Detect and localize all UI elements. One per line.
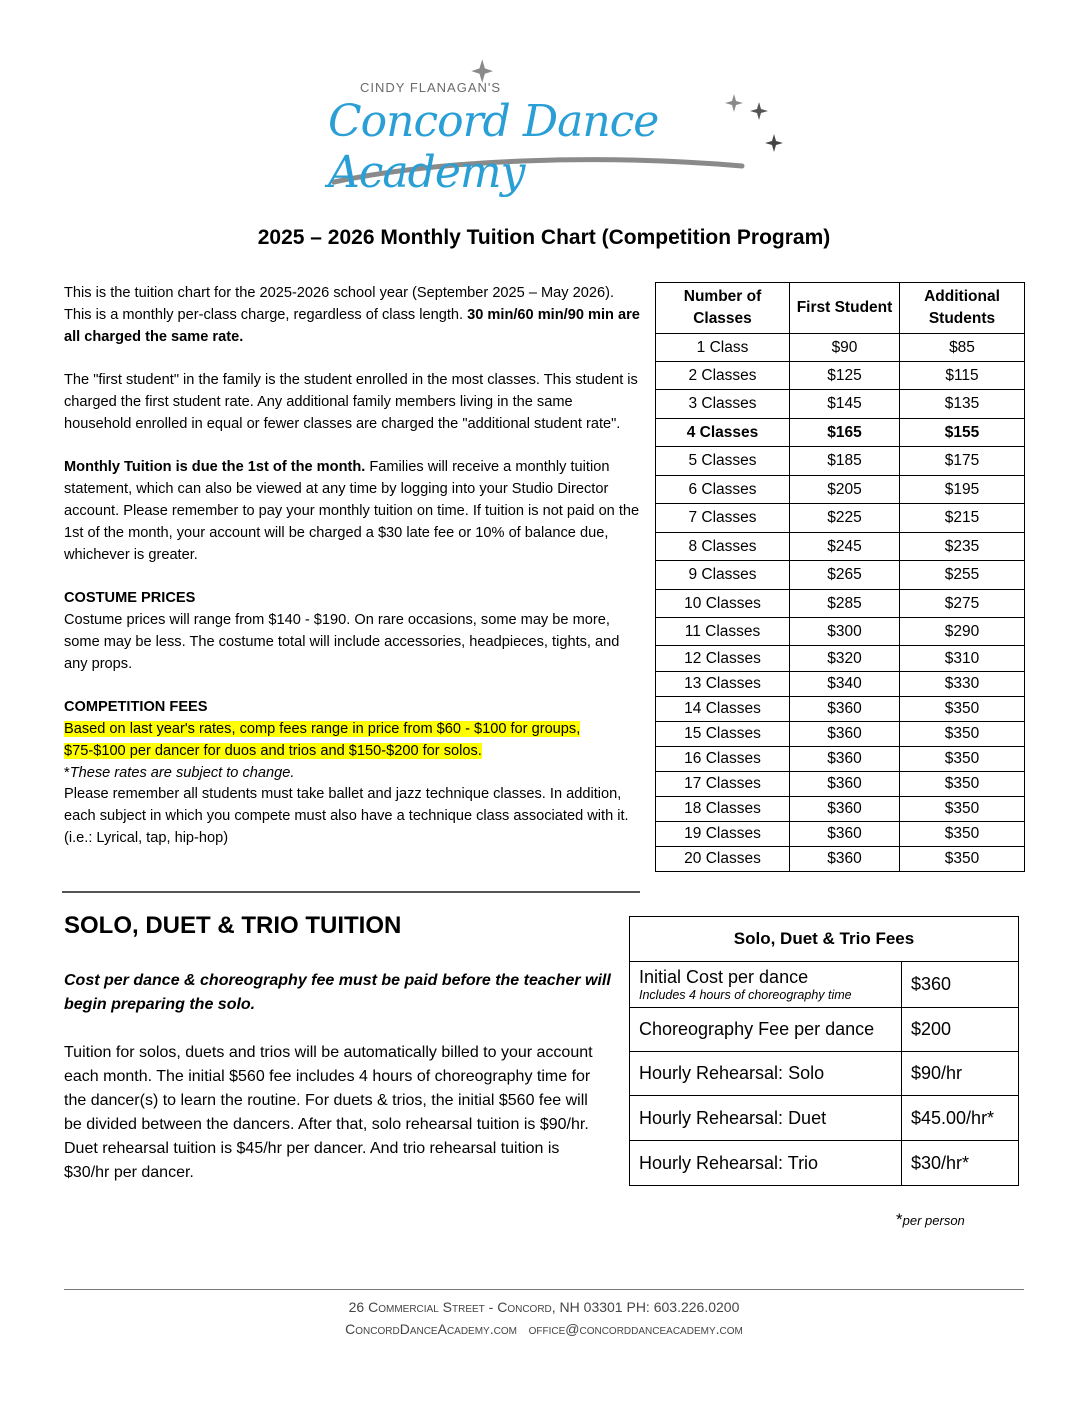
fee-row — [630, 1141, 1019, 1186]
tuition-row — [656, 447, 1025, 476]
cell-classes: 4 Classes — [656, 419, 790, 447]
intro-paragraph-1 — [64, 283, 642, 348]
cell-additional-students: $330 — [900, 672, 1025, 697]
cell-classes: 2 Classes — [656, 362, 790, 390]
cell-classes: 6 Classes — [656, 476, 790, 504]
fee-sublabel: Includes 4 hours of choreography time — [639, 987, 852, 1002]
cell-classes: 20 Classes — [656, 847, 790, 872]
cell-classes: 15 Classes — [656, 722, 790, 747]
intro-paragraph-2: The "first student" in the family is the student enrolled in the most classes. This student is charged the first student rate. Any additional family members living in the same household enrolled in equal or fewer classes are charged the "additional student rate". — [64, 372, 638, 432]
cell-first-student: $205 — [790, 476, 900, 504]
cell-first-student: $360 — [790, 747, 900, 772]
intro-text-column — [64, 283, 642, 872]
fee-label-cell — [630, 1141, 902, 1186]
solo-section-title: SOLO, DUET & TRIO TUITION — [64, 912, 402, 939]
cell-classes: 17 Classes — [656, 772, 790, 797]
cell-first-student: $320 — [790, 646, 900, 672]
cell-additional-students: $85 — [900, 334, 1025, 362]
cell-first-student: $300 — [790, 618, 900, 646]
cell-first-student: $265 — [790, 561, 900, 590]
cell-additional-students: $290 — [900, 618, 1025, 646]
cell-additional-students: $310 — [900, 646, 1025, 672]
fee-price: $30/hr* — [902, 1141, 1019, 1186]
intro-paragraph-3 — [64, 457, 642, 566]
cell-first-student: $165 — [790, 419, 900, 447]
fee-label: Hourly Rehearsal: Duet — [639, 1107, 827, 1128]
due-date-note: Monthly Tuition is due the 1st of the month. — [64, 459, 366, 476]
cell-first-student: $360 — [790, 797, 900, 822]
page-title: 2025 – 2026 Monthly Tuition Chart (Competition Program) — [257, 226, 831, 249]
intro-text: This is the tuition chart for the 2025-2026 school year (September 2025 – May 2026). This is a monthly per-class charge, regardless of class length. — [64, 285, 615, 323]
fee-row — [630, 962, 1019, 1008]
header-number-of-classes: Number of Classes — [656, 283, 790, 334]
tuition-row — [656, 561, 1025, 590]
cell-first-student: $360 — [790, 697, 900, 722]
fee-price: $360 — [902, 962, 1019, 1008]
cell-first-student: $340 — [790, 672, 900, 697]
tuition-row — [656, 362, 1025, 390]
cell-additional-students: $350 — [900, 747, 1025, 772]
logo-wordmark: Concord Dance Academy — [328, 96, 659, 198]
cell-additional-students: $175 — [900, 447, 1025, 476]
fee-label-cell — [630, 1096, 902, 1141]
cell-first-student: $360 — [790, 722, 900, 747]
fee-row — [630, 1052, 1019, 1096]
tuition-row — [656, 590, 1025, 618]
cell-classes: 3 Classes — [656, 390, 790, 419]
tuition-row — [656, 747, 1025, 772]
footnote-star: * — [896, 1210, 903, 1229]
cell-classes: 12 Classes — [656, 646, 790, 672]
tuition-row — [656, 797, 1025, 822]
per-person-footnote — [896, 1210, 965, 1230]
competition-highlight-2: $75-$100 per dancer for duos and trios and $150-$200 for solos. — [64, 742, 482, 759]
competition-highlight-1: Based on last year's rates, comp fees range in price from $60 - $100 for groups, — [64, 720, 581, 737]
footnote-text: per person — [902, 1213, 965, 1228]
fee-label-cell — [630, 1052, 902, 1096]
tuition-row — [656, 618, 1025, 646]
tuition-row — [656, 822, 1025, 847]
costume-heading: COSTUME PRICES — [64, 590, 196, 607]
fee-price: $45.00/hr* — [902, 1096, 1019, 1141]
cell-additional-students: $350 — [900, 772, 1025, 797]
cell-additional-students: $350 — [900, 822, 1025, 847]
cell-first-student: $145 — [790, 390, 900, 419]
cell-classes: 5 Classes — [656, 447, 790, 476]
logo-subtitle: CINDY FLANAGAN'S — [360, 80, 502, 95]
tuition-row — [656, 772, 1025, 797]
fee-row — [630, 1008, 1019, 1052]
fee-label: Hourly Rehearsal: Trio — [639, 1152, 819, 1173]
fee-price: $200 — [902, 1008, 1019, 1052]
tuition-row — [656, 847, 1025, 872]
cell-additional-students: $350 — [900, 797, 1025, 822]
fee-row — [630, 1096, 1019, 1141]
tuition-row — [656, 504, 1025, 533]
solo-fees-table — [629, 916, 1019, 1186]
cell-additional-students: $350 — [900, 697, 1025, 722]
cell-first-student: $285 — [790, 590, 900, 618]
cell-additional-students: $195 — [900, 476, 1025, 504]
tuition-row — [656, 533, 1025, 561]
cell-classes: 1 Class — [656, 334, 790, 362]
header-additional-students: Additional Students — [900, 283, 1025, 334]
fee-label: Choreography Fee per dance — [639, 1019, 875, 1039]
cell-classes: 13 Classes — [656, 672, 790, 697]
solo-payment-warning: Cost per dance & choreography fee must be paid before the teacher will begin preparing the solo. — [64, 972, 611, 1013]
cell-additional-students: $350 — [900, 722, 1025, 747]
solo-description: Tuition for solos, duets and trios will be automatically billed to your account each month. The initial $560 fee includes 4 hours of choreography time for the dancer(s) to learn the routine. For duets & trios, the initial $560 fee will be divided between the dancers. After that, solo rehearsal tuition is $90/hr. Duet rehearsal tuition is $45/hr per dancer. And trio rehearsal tuition is $30/hr per dancer. — [64, 1044, 593, 1181]
cell-first-student: $90 — [790, 334, 900, 362]
competition-heading: COMPETITION FEES — [64, 699, 208, 716]
section-divider — [62, 891, 640, 893]
footer-address: 26 Commercial Street - Concord, NH 03301 PH: 603.226.0200 — [348, 1299, 740, 1315]
cell-classes: 11 Classes — [656, 618, 790, 646]
cell-first-student: $360 — [790, 847, 900, 872]
fee-label: Initial Cost per dance — [639, 966, 809, 987]
tuition-table — [655, 282, 1025, 872]
footer-contact: ConcordDanceAcademy.com office@concorddanceacademy.com — [345, 1321, 743, 1337]
cell-classes: 18 Classes — [656, 797, 790, 822]
cell-first-student: $225 — [790, 504, 900, 533]
fee-label: Hourly Rehearsal: Solo — [639, 1063, 825, 1083]
cell-first-student: $185 — [790, 447, 900, 476]
tuition-header-row — [656, 283, 1025, 334]
academy-logo — [322, 54, 792, 198]
cell-additional-students: $235 — [900, 533, 1025, 561]
tuition-row — [656, 419, 1025, 447]
cell-classes: 14 Classes — [656, 697, 790, 722]
fee-label-cell — [630, 1008, 902, 1052]
fees-heading: Solo, Duet & Trio Fees — [630, 917, 1019, 962]
cell-additional-students: $215 — [900, 504, 1025, 533]
cell-additional-students: $275 — [900, 590, 1025, 618]
tuition-row — [656, 672, 1025, 697]
fee-price: $90/hr — [902, 1052, 1019, 1096]
tuition-row — [656, 334, 1025, 362]
cell-additional-students: $350 — [900, 847, 1025, 872]
cell-additional-students: $135 — [900, 390, 1025, 419]
cell-first-student: $125 — [790, 362, 900, 390]
costume-section — [64, 588, 642, 675]
cell-classes: 10 Classes — [656, 590, 790, 618]
competition-note: These rates are subject to change. — [69, 764, 295, 781]
tuition-row — [656, 722, 1025, 747]
fee-label-cell — [630, 962, 902, 1008]
competition-section: COMPETITION FEES Based on last year's rates, comp fees range in price from $60 - $100 for groups, $75-$100 per dancer for duos and trios and $150-$200 for solos. *These rates are subject to change. Please remember all students must take ballet and jazz technique classes. In addition, each subject in which you compete must also have a technique class associated with it. (i.e.: Lyrical, tap, hip-hop) — [64, 699, 629, 846]
fees-header-row — [630, 917, 1019, 962]
cell-classes: 7 Classes — [656, 504, 790, 533]
tuition-row — [656, 697, 1025, 722]
cell-additional-students: $115 — [900, 362, 1025, 390]
competition-text: Please remember all students must take ballet and jazz technique classes. In addition, each subject in which you compete must also have a technique class associated with it. (i.e.: Lyrical, tap, hip-hop) — [64, 786, 629, 846]
due-date-text: Families will receive a monthly tuition statement, which can also be viewed at any time by logging into your Studio Director account. Please remember to pay your monthly tuition on time. If tuition is not paid on the 1st of the month, your account will be charged a $30 late fee or 10% of balance due, whichever is greater. — [64, 459, 640, 563]
tuition-row — [656, 390, 1025, 419]
tuition-row — [656, 646, 1025, 672]
cell-first-student: $360 — [790, 822, 900, 847]
cell-classes: 9 Classes — [656, 561, 790, 590]
cell-first-student: $360 — [790, 772, 900, 797]
cell-additional-students: $155 — [900, 419, 1025, 447]
tuition-row — [656, 476, 1025, 504]
intro-bold-note: 30 min/60 min/90 min are all charged the same rate. — [64, 306, 640, 345]
cell-additional-students: $255 — [900, 561, 1025, 590]
cell-first-student: $245 — [790, 533, 900, 561]
cell-classes: 19 Classes — [656, 822, 790, 847]
costume-text: Costume prices will range from $140 - $190. On rare occasions, some may be more, some may be less. The costume total will include accessories, headpieces, tights, and any props. — [64, 611, 620, 672]
cell-classes: 8 Classes — [656, 533, 790, 561]
footer-rule — [64, 1289, 1024, 1290]
header-first-student: First Student — [790, 283, 900, 334]
cell-classes: 16 Classes — [656, 747, 790, 772]
